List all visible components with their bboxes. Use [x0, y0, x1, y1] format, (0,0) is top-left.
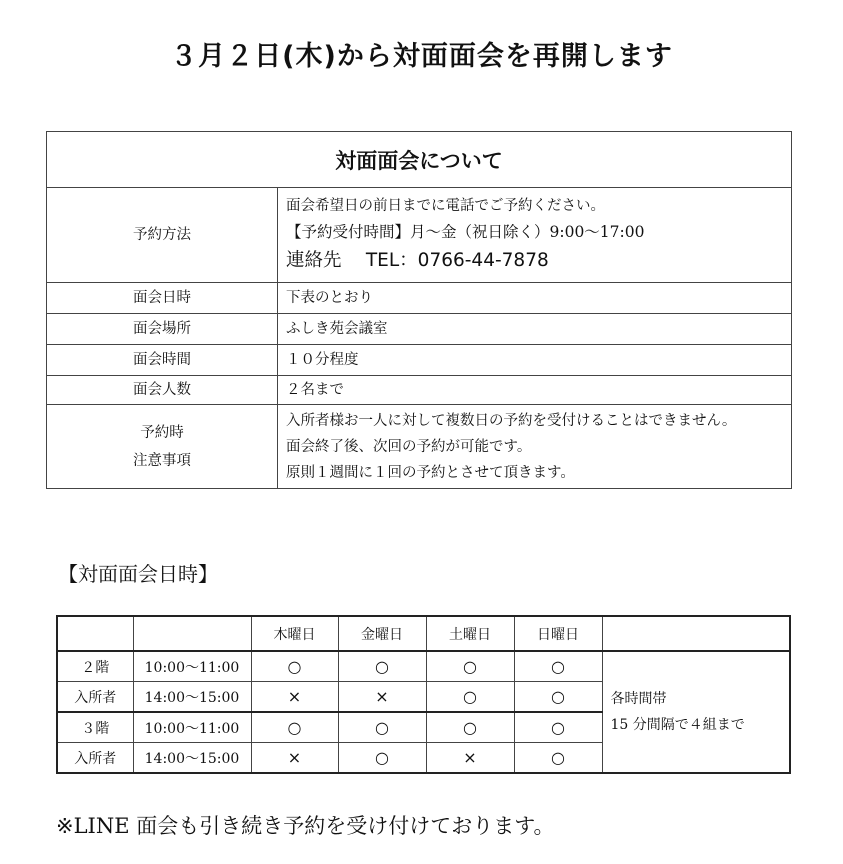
time-slot: 10:00～11:00: [133, 712, 251, 743]
availability-mark: ○: [514, 712, 602, 743]
availability-mark: ○: [338, 743, 426, 774]
visit-duration-label: 面会時間: [47, 345, 278, 376]
time-slot: 14:00～15:00: [133, 682, 251, 713]
availability-mark: ○: [426, 682, 514, 713]
visit-place-value: ふしき苑会議室: [278, 314, 792, 345]
resident-label: 入所者: [57, 682, 133, 713]
availability-mark: ×: [426, 743, 514, 774]
header-blank: [602, 616, 790, 651]
availability-mark: ○: [338, 651, 426, 682]
day-header: 木曜日: [251, 616, 338, 651]
reservation-method-label: 予約方法: [47, 188, 278, 283]
visit-duration-value: １０分程度: [278, 345, 792, 376]
header-blank: [57, 616, 133, 651]
notes-label-1: 予約時: [140, 424, 184, 441]
notes-label-2: 注意事項: [133, 452, 191, 469]
reservation-hours: 【予約受付時間】月～金（祝日除く）9:00～17:00: [286, 223, 645, 241]
contact-phone: 連絡先 TEL：0766-44-7878: [286, 250, 549, 271]
notes-line-1: 入所者様お一人に対して複数日の予約を受付けることはできません。: [286, 412, 737, 429]
notes-line-3: 原則１週間に１回の予約とさせて頂きます。: [286, 464, 575, 481]
visit-info-table: [46, 131, 792, 489]
day-header: 日曜日: [514, 616, 602, 651]
availability-mark: ×: [251, 743, 338, 774]
visit-place-label: 面会場所: [47, 314, 278, 345]
visit-datetime-value: 下表のとおり: [278, 283, 792, 314]
visit-datetime-label: 面会日時: [47, 283, 278, 314]
schedule-note: [602, 651, 790, 773]
schedule-note-line-2: 15 分間隔で４組まで: [610, 717, 745, 733]
schedule-table: [56, 615, 791, 774]
availability-mark: ○: [514, 743, 602, 774]
availability-mark: ○: [426, 651, 514, 682]
availability-mark: ○: [426, 712, 514, 743]
day-header: 金曜日: [338, 616, 426, 651]
availability-mark: ○: [251, 651, 338, 682]
schedule-note-line-1: 各時間帯: [610, 691, 667, 707]
day-header: 土曜日: [426, 616, 514, 651]
availability-mark: ○: [514, 651, 602, 682]
header-blank: [133, 616, 251, 651]
availability-mark: ×: [251, 682, 338, 713]
availability-mark: ○: [338, 712, 426, 743]
page-title: ３月２日(木)から対面面会を再開します: [170, 41, 673, 72]
time-slot: 10:00～11:00: [133, 651, 251, 682]
line-visit-notice: ※LINE 面会も引き続き予約を受け付けております。: [56, 814, 555, 838]
visit-people-value: ２名まで: [278, 376, 792, 405]
notes-line-2: 面会終了後、次回の予約が可能です。: [286, 438, 532, 455]
schedule-heading: 【対面面会日時】: [58, 562, 218, 586]
resident-label: 入所者: [57, 743, 133, 774]
floor-label: ３階: [57, 712, 133, 743]
reservation-line-1: 面会希望日の前日までに電話でご予約ください。: [286, 198, 605, 214]
time-slot: 14:00～15:00: [133, 743, 251, 774]
floor-label: ２階: [57, 651, 133, 682]
availability-mark: ○: [514, 682, 602, 713]
visit-people-label: 面会人数: [47, 376, 278, 405]
info-table-heading: 対面面会について: [47, 132, 792, 188]
availability-mark: ×: [338, 682, 426, 713]
availability-mark: ○: [251, 712, 338, 743]
